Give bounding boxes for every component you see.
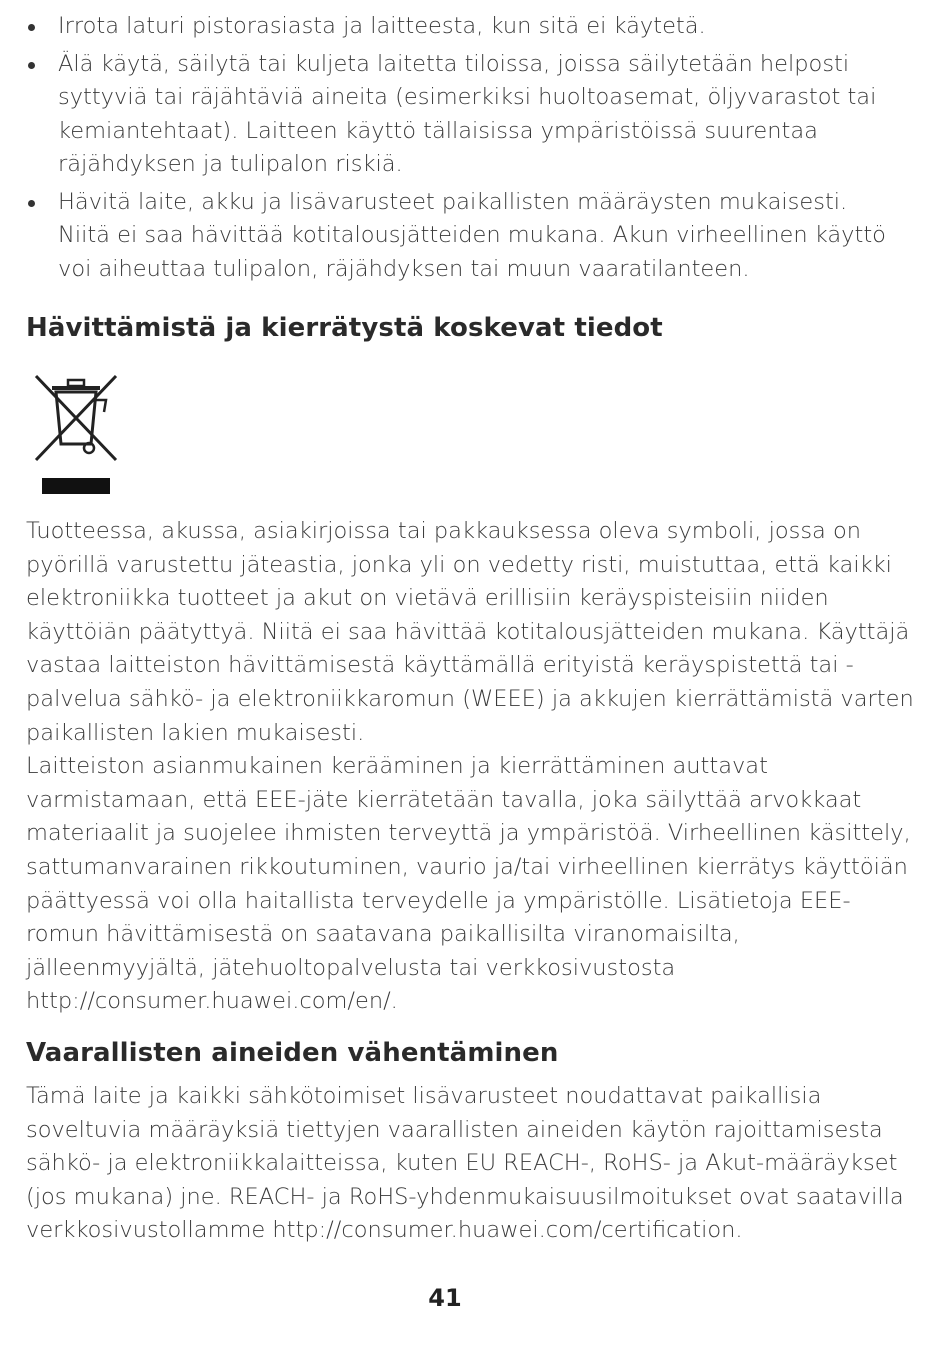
- list-item: [26, 186, 906, 287]
- section-heading-disposal: Hävittämistä ja kierrätystä koskevat tiedot: [26, 313, 663, 343]
- page-number: 41: [428, 1284, 462, 1312]
- disposal-text: Tuotteessa, akussa, asiakirjoissa tai pakkauksessa oleva symboli, jossa on pyörillä varustettu jäteastia, jonka yli on vedetty risti, muistuttaa, että kaikki elektroniikka tuotteet ja akut on vietävä erillisiin keräyspisteisiin niiden käyttöiän päätyttyä. Niitä ei saa hävittää kotitalousjätteiden mukana. Käyttäjä vastaa laitteiston hävittämisestä käyttämällä erityistä keräyspistettä tai -palvelua sähkö- ja elektroniikkaromun (WEEE) ja akkujen kierrättämistä varten paikallisten lakien mukaisesti.: [26, 518, 914, 746]
- bullet-text: Hävitä laite, akku ja lisävarusteet paikallisten määräysten mukaisesti. Niitä ei saa hävittää kotitalousjätteiden mukana. Akun virheellinen käyttö voi aiheuttaa tulipalon, räjähdyksen tai muun vaaratilanteen.: [58, 188, 886, 282]
- section-heading-hazardous: Vaarallisten aineiden vähentäminen: [26, 1038, 559, 1068]
- bullet-text: Irrota laturi pistorasiasta ja laitteesta, kun sitä ei käytetä.: [58, 13, 706, 39]
- bullet-icon: [28, 24, 35, 31]
- bullet-icon: [28, 200, 35, 207]
- list-item: [26, 10, 906, 44]
- disposal-text-2: Laitteiston asianmukainen kerääminen ja kierrättäminen auttavat varmistamaan, että EEE-jäte kierrätetään tavalla, joka säilyttää arvokkaat materiaalit ja suojelee ihmisten terveyttä ja ympäristöä. Virheellinen käsittely, sattumanvarainen rikkoutuminen, vaurio ja/tai virheellinen kierrätys käyttöiän päättyessä voi olla haitallista terveydelle ja ympäristölle. Lisätietoja EEE-romun hävittämisestä on saatavana paikallisilta viranomaisilta, jälleenmyyjältä, jätehuoltopalvelusta tai verkkosivustosta http://consumer.huawei.com/en/.: [26, 753, 911, 1015]
- safety-bullet-list: [26, 10, 906, 290]
- disposal-paragraph: [26, 515, 916, 1019]
- bullet-text: Älä käytä, säilytä tai kuljeta laitetta tiloissa, joissa säilytetään helposti syttyviä tai räjähtäviä aineita (esimerkiksi huoltoasemat, öljyvarastot tai kemiantehtaat). Laitteen käyttö tällaisissa ympäristöissä suurentaa räjähdyksen ja tulipalon riskiä.: [58, 50, 877, 177]
- weee-bin-icon: [30, 372, 122, 498]
- hazardous-paragraph: Tämä laite ja kaikki sähkötoimiset lisävarusteet noudattavat paikallisia soveltuvia määräyksiä tiettyjen vaarallisten aineiden käytön rajoittamisesta sähkö- ja elektroniikkalaitteissa, kuten EU REACH-, RoHS- ja Akut-määräykset (jos mukana) jne. REACH- ja RoHS-yhdenmukaisuusilmoitukset ovat saatavilla verkkosivustollamme http://consumer.huawei.com/certification.: [26, 1083, 904, 1244]
- list-item: [26, 48, 906, 182]
- bullet-icon: [28, 62, 35, 69]
